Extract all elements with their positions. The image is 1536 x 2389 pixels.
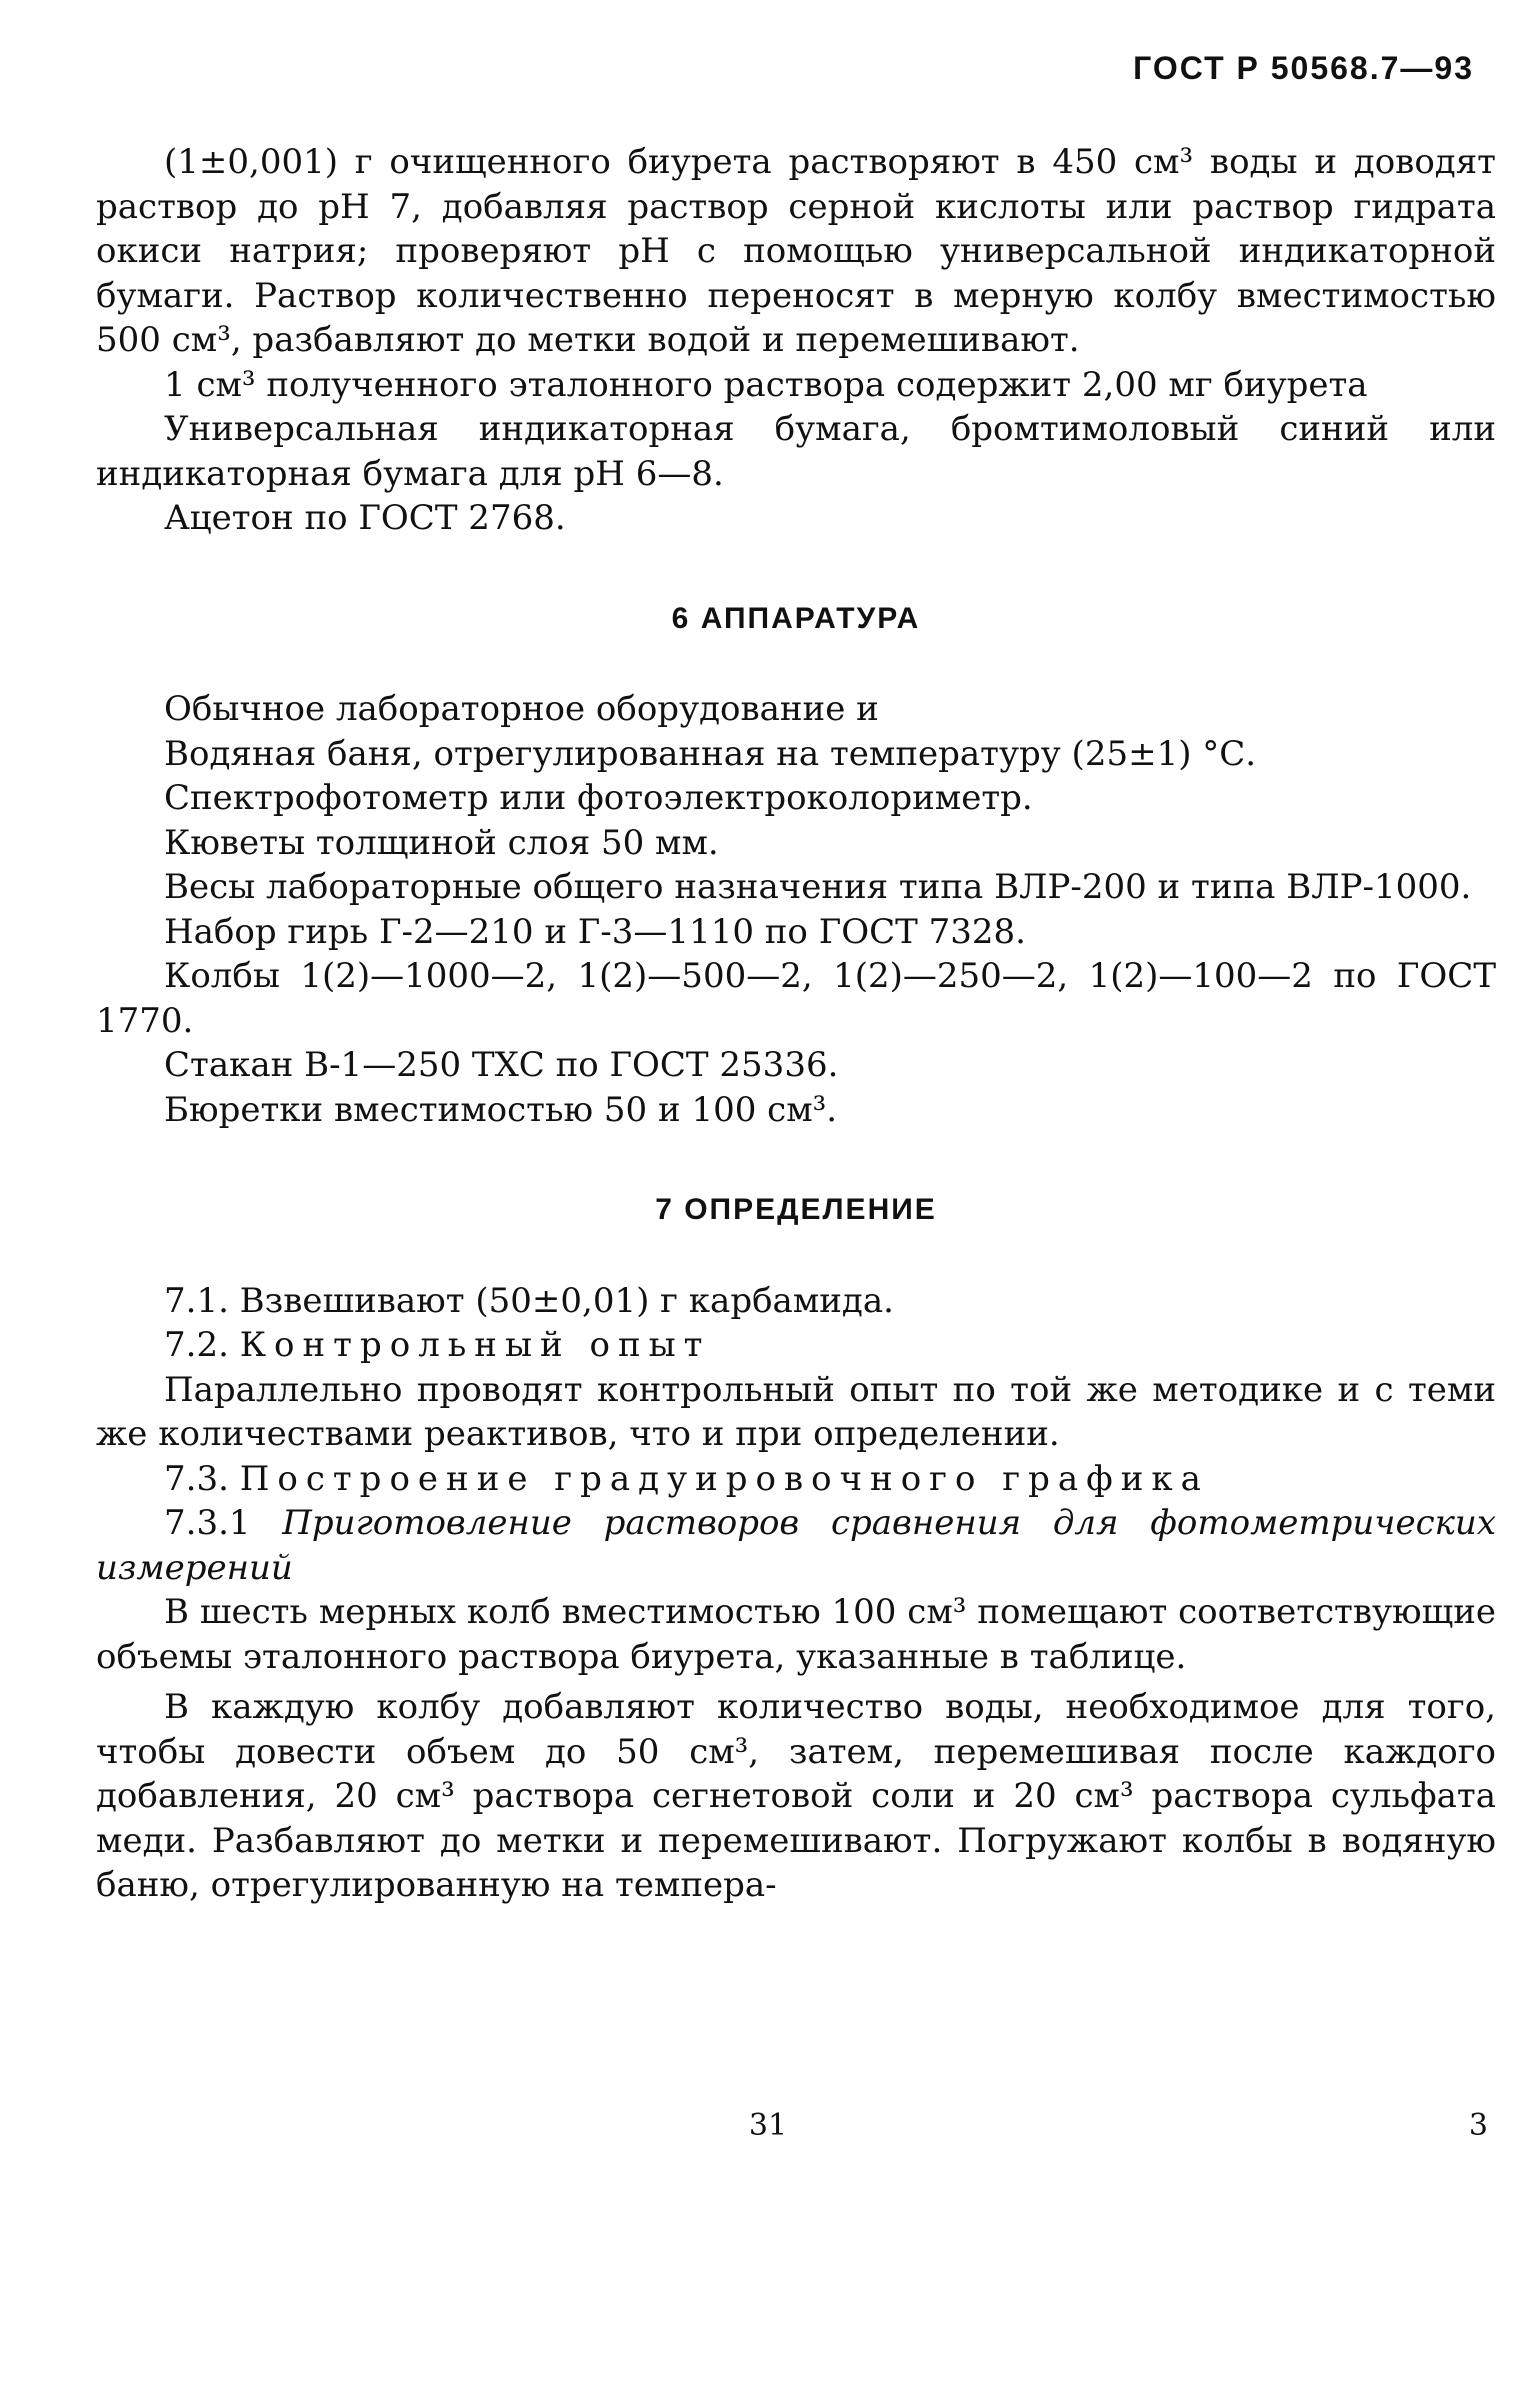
clause-7-3-1-text-2: В каждую колбу добавляют количество воды, необходимое для того, чтобы довести объем до 50 см³, затем, перемешивая после каждого добавления, 20 см³ раствора сегнетовой соли и 20 см³ раствора сульфата меди. Разбавляют до метки и перемешивают. Погружают колбы в водяную баню, отрегулированную на темпера- [96, 1687, 1496, 1905]
clause-7-2-heading [96, 1323, 1496, 1368]
intro-paragraph-concentration: 1 см³ полученного эталонного раствора содержит 2,00 мг биурета [164, 364, 1368, 405]
apparatus-list [96, 687, 1496, 1132]
clause-7-2-text: Параллельно проводят контрольный опыт по той же методике и с теми же количествами реактивов, что и при определении. [96, 1369, 1496, 1454]
apparatus-item: Кюветы толщиной слоя 50 мм. [164, 822, 719, 863]
page-content [96, 140, 1496, 1908]
clause-7-3-heading [96, 1457, 1496, 1502]
apparatus-item: Спектрофотометр или фотоэлектроколориметр. [164, 778, 1033, 818]
apparatus-item: Водяная баня, отрегулированная на температуру (25±1) °С. [164, 733, 1257, 774]
intro-paragraph-indicator-paper: Универсальная индикаторная бумага, бромтимоловый синий или индикаторная бумага для рН 6—8. [96, 409, 1496, 494]
intro-paragraph-acetone: Ацетон по ГОСТ 2768. [164, 498, 566, 538]
page-number: 31 [748, 2108, 788, 2143]
clause-7-3-1-text-1: В шесть мерных колб вместимостью 100 см³ помещают соответствующие объемы эталонного раствора биурета, указанные в таблице. [96, 1592, 1496, 1677]
clause-7-1: 7.1. Взвешивают (50±0,01) г карбамида. [164, 1280, 894, 1321]
apparatus-item: Бюретки вместимостью 50 и 100 см³. [164, 1089, 838, 1130]
standard-code-header: ГОСТ Р 50568.7—93 [1133, 50, 1474, 86]
apparatus-item: Весы лабораторные общего назначения типа ВЛР-200 и типа ВЛР-1000. [164, 867, 1472, 907]
intro-paragraph-reagent-prep: (1±0,001) г очищенного биурета растворяют в 450 см³ воды и доводят раствор до рН 7, добавляя раствор серной кислоты или раствор гидрата окиси натрия; проверяют рН с помощью универсальной индикаторной бумаги. Раствор количественно переносят в мерную колбу вместимостью 500 см³, разбавляют до метки водой и перемешивают. [96, 142, 1496, 360]
clause-7-3-1-heading [96, 1501, 1496, 1590]
section-7-title: 7 ОПРЕДЕЛЕНИЕ [655, 1193, 937, 1226]
clause-7-2-title: Контрольный опыт [239, 1325, 711, 1365]
apparatus-item: Обычное лабораторное оборудование и [164, 689, 879, 729]
clause-7-3-number: 7.3. [164, 1458, 229, 1499]
apparatus-item: Набор гирь Г-2—210 и Г-3—1110 по ГОСТ 7328. [164, 911, 1026, 952]
clause-7-2-number: 7.2. [164, 1325, 229, 1365]
apparatus-item: Колбы 1(2)—1000—2, 1(2)—500—2, 1(2)—250—2, 1(2)—100—2 по ГОСТ 1770. [96, 956, 1496, 1041]
apparatus-item: Стакан В-1—250 ТХС по ГОСТ 25336. [164, 1045, 839, 1085]
clause-7-3-1-title: Приготовление растворов сравнения для фотометрических измерений [96, 1503, 1496, 1588]
section-6-title: 6 АППАРАТУРА [671, 601, 921, 635]
clause-7-3-1-number: 7.3.1 [164, 1503, 251, 1543]
sheet-number: 3 [1468, 2108, 1488, 2143]
clause-7-3-title: Построение градуировочного графика [239, 1458, 1209, 1499]
